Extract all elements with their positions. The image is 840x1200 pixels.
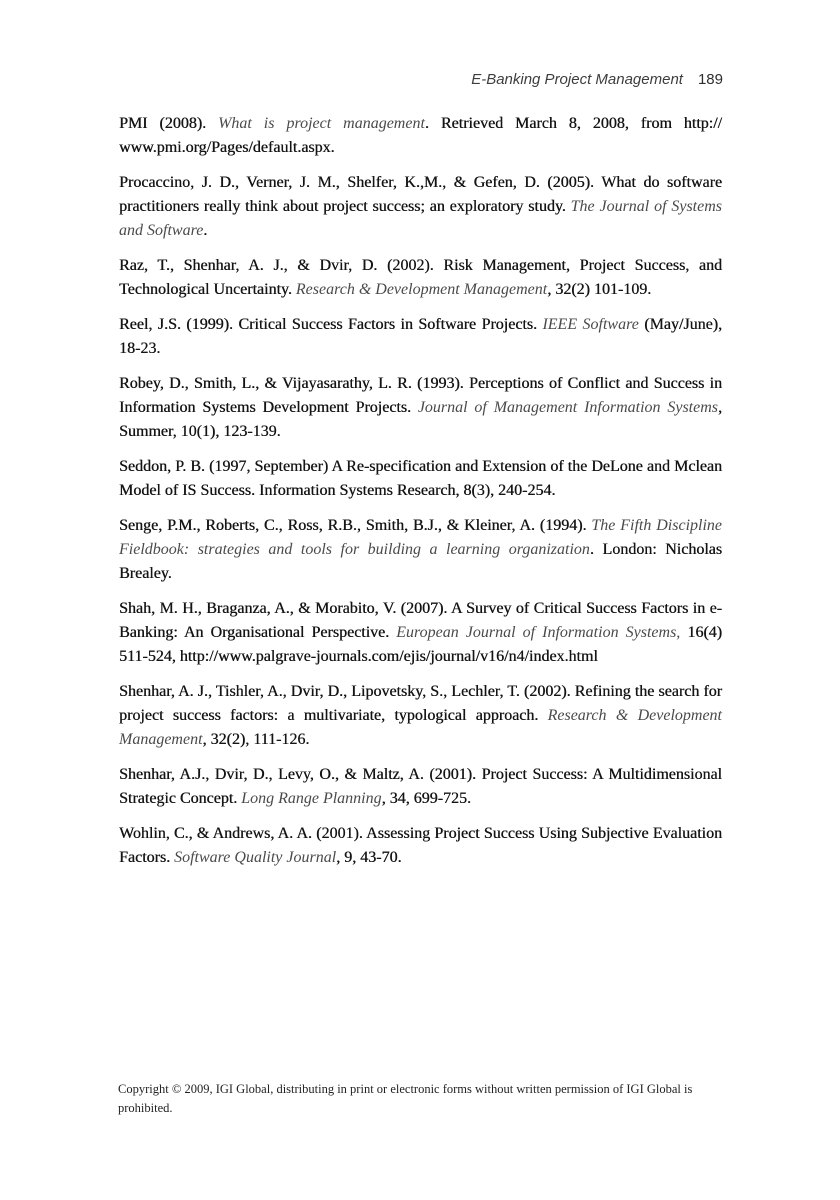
reference-entry xyxy=(119,112,722,160)
reference-journal-title: The Fifth Discipline Fieldbook: strategies and tools for building a learning organization xyxy=(119,517,723,558)
reference-text: Reel, J.S. (1999). Critical Success Factors in Software Projects. xyxy=(119,316,543,334)
reference-text: Robey, D., Smith, L., & Vijayasarathy, L. R. (1993). Perceptions of Conflict and Success in Information Systems Development Projects. xyxy=(119,375,722,416)
reference-journal-title: Long Range Planning xyxy=(241,789,382,807)
reference-text: , 9, 43-70. xyxy=(336,848,402,866)
reference-text: PMI (2008). xyxy=(119,115,219,132)
reference-text: . xyxy=(203,221,208,239)
reference-journal-title: Research & Development Management xyxy=(119,706,723,748)
reference-journal-title: Journal of Management Information Systems xyxy=(417,398,718,416)
reference-entry xyxy=(119,514,722,585)
page-number: 189 xyxy=(697,71,723,88)
reference-entry xyxy=(119,171,722,242)
reference-text: . London: Nicholas Brealey. xyxy=(119,540,723,582)
reference-text: Shah, M. H., Braganza, A., & Morabito, V. (2007). A Survey of Critical Success Factors in e-Banking: An Organisational Perspective. xyxy=(119,600,722,641)
reference-text: Senge, P.M., Roberts, C., Ross, R.B., Smith, B.J., & Kleiner, A. (1994). xyxy=(119,517,592,535)
reference-journal-title: IEEE Software xyxy=(542,316,639,334)
reference-entry xyxy=(119,597,722,668)
references-list xyxy=(119,112,722,881)
reference-text: , 32(2) 101-109. xyxy=(547,280,652,298)
reference-entry xyxy=(119,822,722,870)
reference-text: Raz, T., Shenhar, A. J., & Dvir, D. (2002). Risk Management, Project Success, and Technological Uncertainty. xyxy=(119,256,722,298)
reference-journal-title: European Journal of Information Systems, xyxy=(396,623,681,641)
reference-entry xyxy=(119,680,722,751)
reference-text: , Summer, 10(1), 123-139. xyxy=(119,398,722,440)
reference-entry xyxy=(119,372,722,443)
reference-journal-title: Software Quality Journal xyxy=(174,848,337,866)
reference-text: Seddon, P. B. (1997, September) A Re-specification and Extension of the DeLone and Mclean Model of IS Success. Information Systems Research, 8(3), 240-254. xyxy=(119,458,722,499)
copyright-notice: Copyright © 2009, IGI Global, distributing in print or electronic forms without written permission of IGI Global is prohibited. xyxy=(118,1082,693,1115)
reference-text: Procaccino, J. D., Verner, J. M., Shelfer, K.,M., & Gefen, D. (2005). What do software practitioners really think about project success; an exploratory study. xyxy=(119,174,722,215)
reference-text: Wohlin, C., & Andrews, A. A. (2001). Assessing Project Success Using Subjective Evaluation Factors. xyxy=(119,824,722,866)
reference-text: , 34, 699-725. xyxy=(381,789,471,807)
reference-entry xyxy=(119,254,722,302)
reference-journal-title: What is project management xyxy=(218,115,425,132)
page-header xyxy=(119,70,723,89)
reference-text: . Retrieved March 8, 2008, from http://www.pmi.org/Pages/default.aspx. xyxy=(119,115,723,156)
reference-text: Shenhar, A.J., Dvir, D., Levy, O., & Maltz, A. (2001). Project Success: A Multidimensional Strategic Concept. xyxy=(119,765,722,807)
running-title: E-Banking Project Management xyxy=(471,71,683,88)
reference-text: Shenhar, A. J., Tishler, A., Dvir, D., Lipovetsky, S., Lechler, T. (2002). Refining the search for project success factors: a multivariate, typological approach. xyxy=(119,682,722,724)
reference-entry xyxy=(119,763,722,811)
reference-journal-title: The Journal of Systems and Software xyxy=(119,197,723,239)
reference-entry xyxy=(119,313,722,361)
reference-text: 16(4) 511-524, http://www.palgrave-journals.com/ejis/journal/v16/n4/index.html xyxy=(119,623,723,665)
reference-text: , 32(2), 111-126. xyxy=(202,730,310,748)
reference-journal-title: Research & Development Management xyxy=(295,280,548,298)
reference-entry xyxy=(119,455,722,503)
reference-text: (May/June), 18-23. xyxy=(119,316,722,357)
